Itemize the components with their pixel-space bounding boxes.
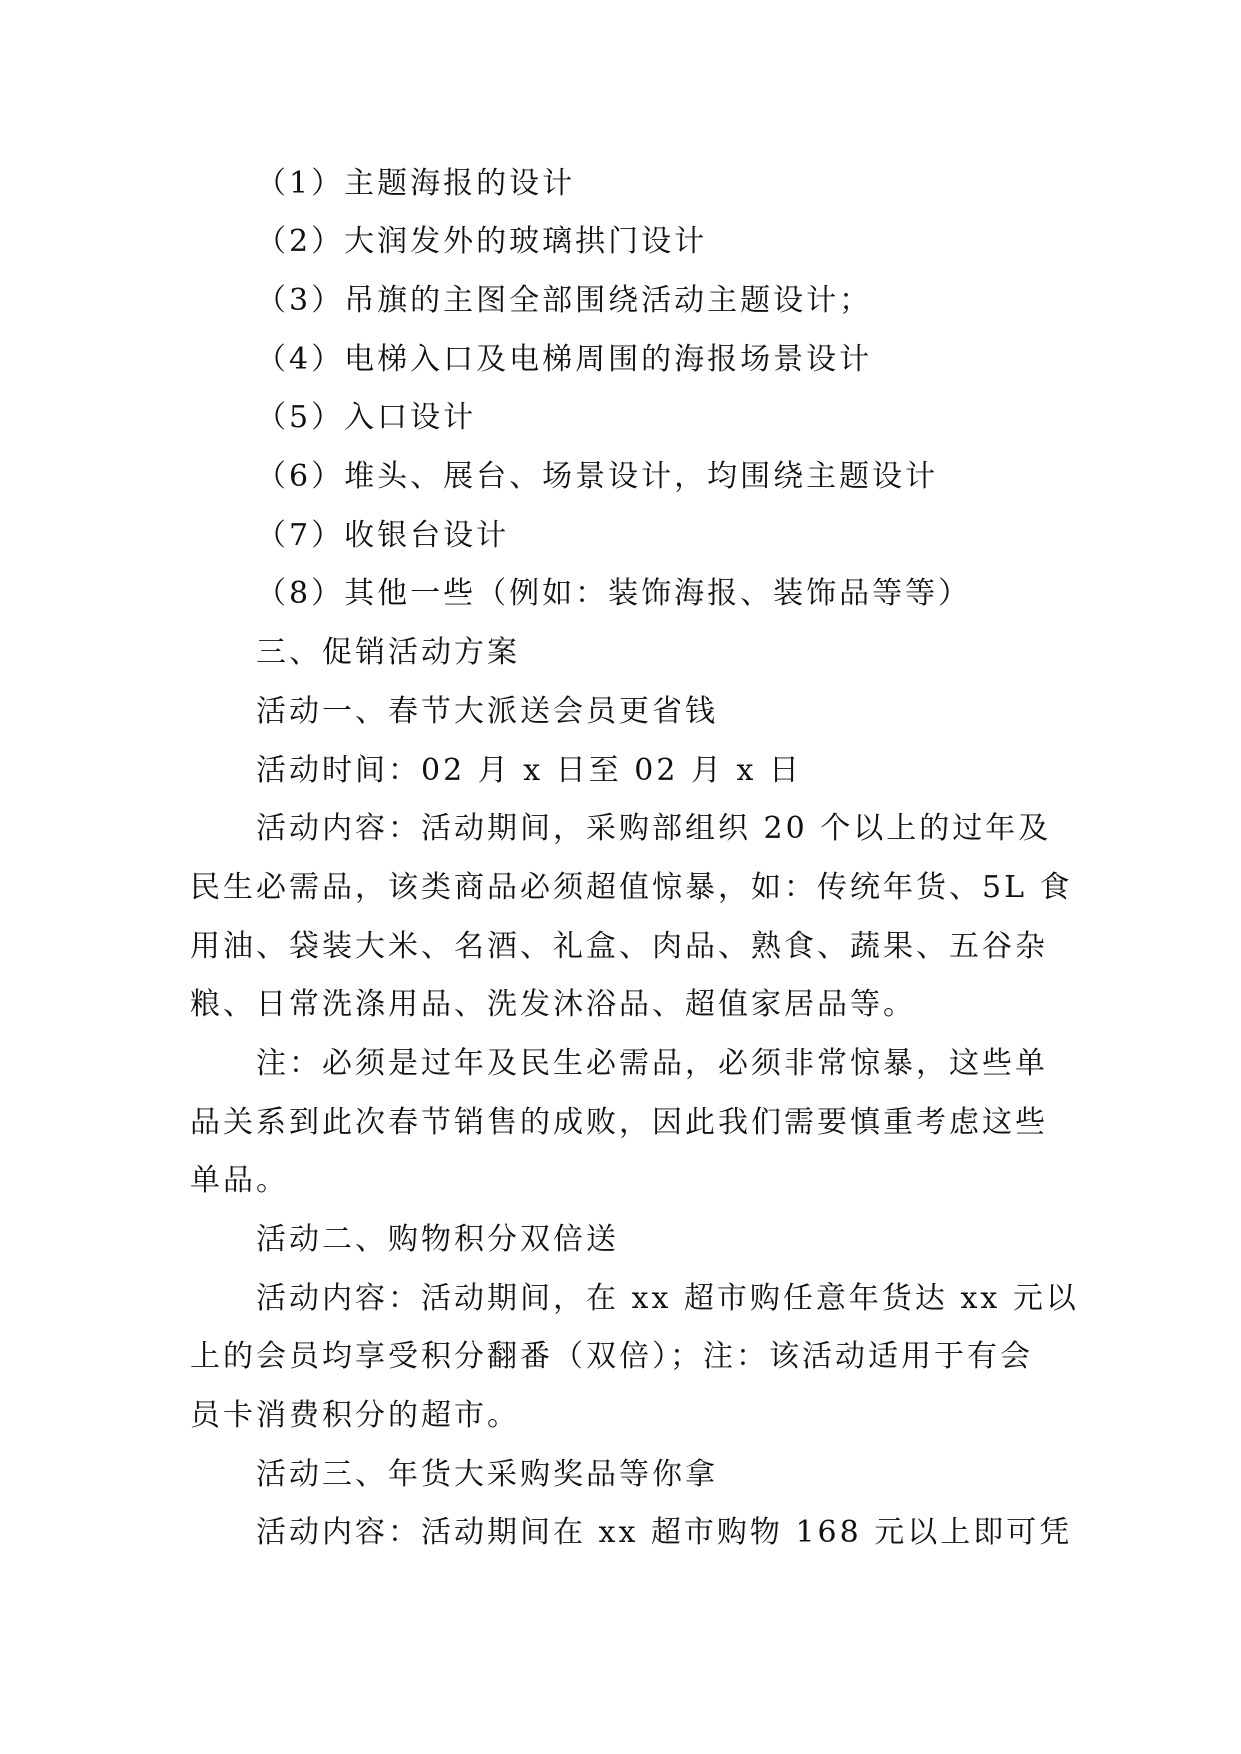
activity2-content-line-2: 上的会员均享受积分翻番（双倍）；注：该活动适用于有会 [190, 1339, 1033, 1374]
activity3-title: 活动三、年货大采购奖品等你拿 [256, 1457, 718, 1492]
activity1-content-line-1: 活动内容：活动期间，采购部组织 20 个以上的过年及 [256, 811, 1052, 846]
list-item-5: （5）入口设计 [256, 400, 477, 435]
list-item-3: （3）吊旗的主图全部围绕活动主题设计； [256, 283, 873, 318]
activity1-content-line-3: 用油、袋装大米、名酒、礼盒、肉品、熟食、蔬果、五谷杂 [190, 929, 1048, 964]
activity3-content-line-1: 活动内容：活动期间在 xx 超市购物 168 元以上即可凭 [256, 1515, 1073, 1550]
list-item-4: （4）电梯入口及电梯周围的海报场景设计 [256, 342, 873, 377]
activity1-time: 活动时间：02 月 x 日至 02 月 x 日 [256, 753, 802, 788]
activity1-title: 活动一、春节大派送会员更省钱 [256, 694, 718, 729]
list-item-7: （7）收银台设计 [256, 518, 510, 553]
activity1-note-line-1: 注：必须是过年及民生必需品，必须非常惊暴，这些单 [256, 1046, 1048, 1081]
list-item-8: （8）其他一些（例如：装饰海报、装饰品等等） [256, 576, 972, 611]
list-item-6: （6）堆头、展台、场景设计，均围绕主题设计 [256, 459, 939, 494]
section-heading: 三、促销活动方案 [256, 635, 520, 670]
activity1-note-line-2: 品关系到此次春节销售的成败，因此我们需要慎重考虑这些 [190, 1105, 1048, 1140]
activity1-note-line-3: 单品。 [190, 1163, 289, 1198]
list-item-2: （2）大润发外的玻璃拱门设计 [256, 224, 708, 259]
activity1-content-line-4: 粮、日常洗涤用品、洗发沐浴品、超值家居品等。 [190, 987, 916, 1022]
activity1-content-line-2: 民生必需品，该类商品必须超值惊暴，如：传统年货、5L 食 [190, 870, 1073, 905]
activity2-content-line-3: 员卡消费积分的超市。 [190, 1398, 520, 1433]
list-item-1: （1）主题海报的设计 [256, 166, 576, 201]
activity2-title: 活动二、购物积分双倍送 [256, 1222, 619, 1257]
activity2-content-line-1: 活动内容：活动期间，在 xx 超市购任意年货达 xx 元以 [256, 1281, 1079, 1316]
